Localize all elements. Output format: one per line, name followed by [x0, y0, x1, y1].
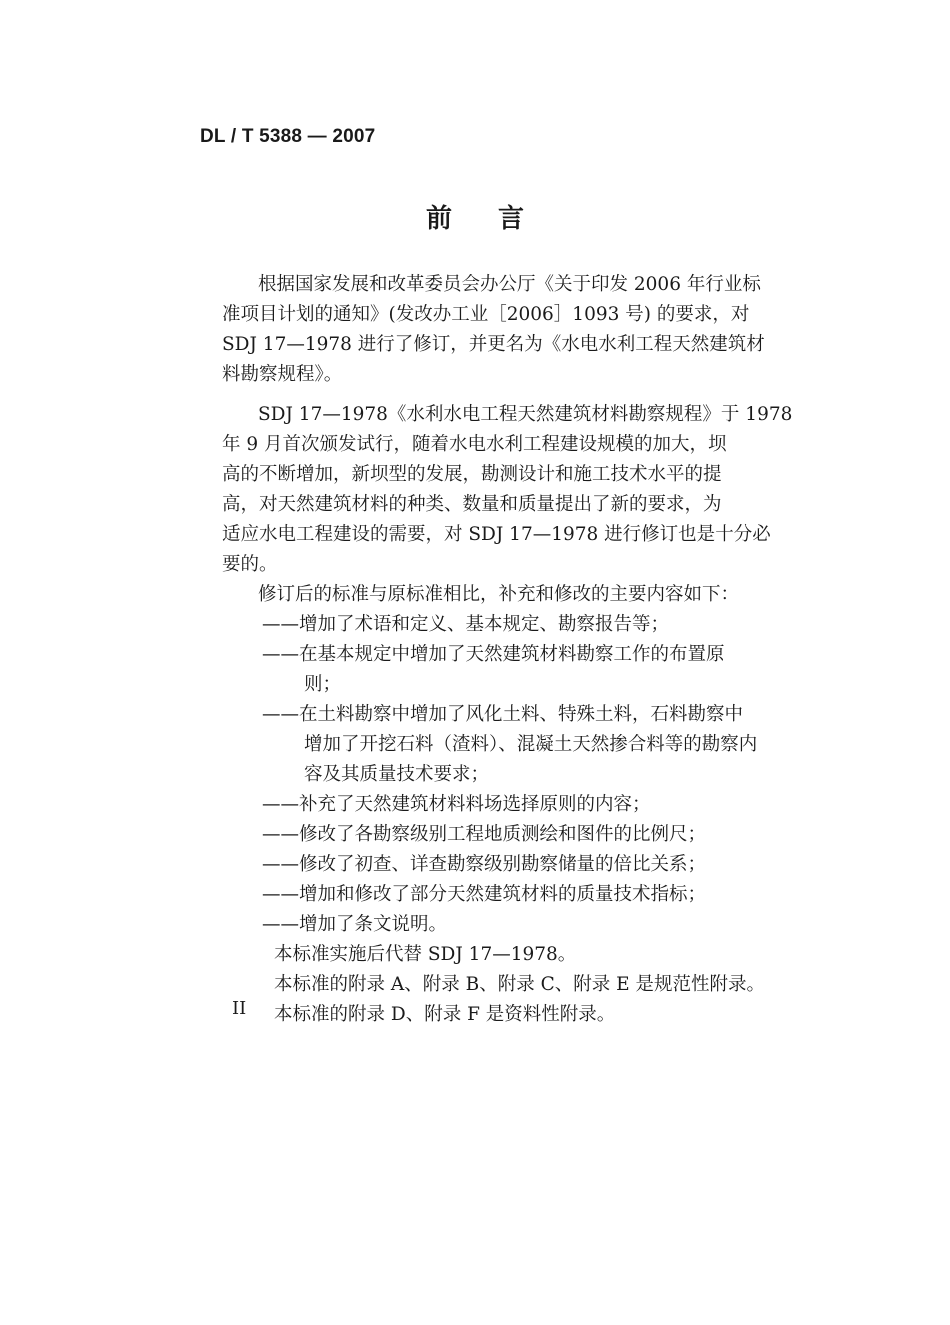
change-item-continuation: 容及其质量技术要求；: [304, 764, 490, 785]
paragraph-line: 年 9 月首次颁发试行，随着水电水利工程建设规模的加大，坝: [222, 434, 727, 455]
change-item: ——增加了术语和定义、基本规定、勘察报告等；: [262, 614, 670, 635]
change-item: ——增加和修改了部分天然建筑材料的质量技术指标；: [262, 884, 707, 905]
paragraph-line: 高的不断增加，新坝型的发展，勘测设计和施工技术水平的提: [222, 464, 722, 485]
change-item-continuation: 增加了开挖石料（渣料）、混凝土天然掺合料等的勘察内: [304, 734, 758, 755]
closing-line: 本标准的附录 A、附录 B、附录 C、附录 E 是规范性附录。: [274, 974, 766, 995]
change-item: ——补充了天然建筑材料料场选择原则的内容；: [262, 794, 651, 815]
paragraph-line: 适应水电工程建设的需要，对 SDJ 17—1978 进行修订也是十分必: [222, 524, 771, 545]
paragraph-line: 高，对天然建筑材料的种类、数量和质量提出了新的要求，为: [222, 494, 722, 515]
change-item-continuation: 则；: [304, 674, 342, 695]
paragraph-line: 料勘察规程》。: [222, 364, 343, 385]
closing-line: 本标准实施后代替 SDJ 17—1978。: [274, 944, 577, 965]
paragraph-line: 准项目计划的通知》(发改办工业［2006］1093 号) 的要求，对: [222, 304, 750, 325]
change-item: ——在土料勘察中增加了风化土料、特殊土料，石料勘察中: [262, 704, 744, 725]
document-code: DL / T 5388 — 2007: [200, 126, 376, 147]
change-item: ——修改了各勘察级别工程地质测绘和图件的比例尺；: [262, 824, 707, 845]
paragraph-line: 根据国家发展和改革委员会办公厅《关于印发 2006 年行业标: [258, 274, 761, 295]
paragraph-line: SDJ 17—1978《水利水电工程天然建筑材料勘察规程》于 1978: [258, 404, 793, 425]
change-item: ——在基本规定中增加了天然建筑材料勘察工作的布置原: [262, 644, 725, 665]
preface-paragraph-1: [222, 270, 765, 390]
change-item: ——修改了初查、详查勘察级别勘察储量的倍比关系；: [262, 854, 707, 875]
paragraph-line: SDJ 17—1978 进行了修订，并更名为《水电水利工程天然建筑材: [222, 334, 765, 355]
changes-intro: 修订后的标准与原标准相比，补充和修改的主要内容如下：: [258, 584, 740, 605]
page-number: II: [232, 998, 247, 1019]
page-title: 前言: [425, 204, 570, 234]
preface-paragraph-2: [222, 400, 792, 1030]
closing-line: 本标准的附录 D、附录 F 是资料性附录。: [274, 1004, 616, 1025]
change-item: ——增加了条文说明。: [262, 914, 448, 935]
paragraph-line: 要的。: [222, 554, 278, 575]
